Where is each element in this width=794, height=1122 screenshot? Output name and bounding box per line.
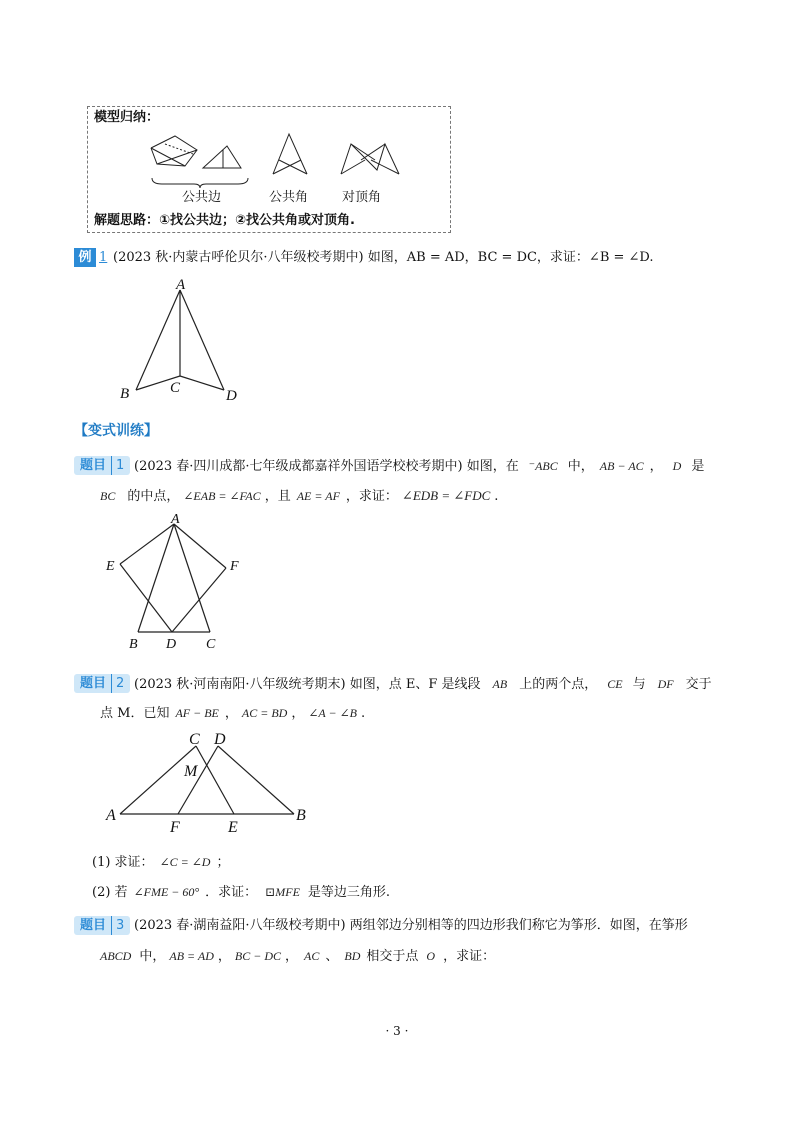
label-C: C <box>206 637 216 652</box>
label-B: B <box>120 386 130 402</box>
label-A: A <box>106 807 116 824</box>
vertical-angle-figure <box>341 144 399 174</box>
label-D: D <box>226 388 237 404</box>
brace <box>150 176 250 188</box>
caption-vertical-angle: 对顶角 <box>342 190 382 205</box>
label-E: E <box>228 819 238 836</box>
question-3-line-2: ABCD 中， AB = AD ， BC − DC ， AC 、 BD 相交于点 O ，求证： <box>100 949 496 964</box>
label-F: F <box>230 559 239 574</box>
example-1-figure <box>110 274 250 406</box>
label-D: D <box>214 731 226 748</box>
label-A: A <box>176 277 186 293</box>
model-figures <box>145 130 415 182</box>
example-1-text: (2023 秋·内蒙古呼伦贝尔·八年级校考期中) 如图，AB = AD，BC = DC，求证：∠B = ∠D. <box>113 250 654 265</box>
label-B: B <box>296 807 306 824</box>
question-2-sub-1: (1) 求证： ∠C = ∠D ； <box>92 855 230 870</box>
question-1-line-1: (2023 春·四川成都·七年级成都嘉祥外国语学校校考期中) 如图，在 ⁻ABC 中， AB − AC ， D 是 <box>134 459 705 474</box>
common-angle-figure <box>273 134 307 174</box>
question-2-line-1: (2023 秋·河南南阳·八年级统考期末) 如图，点 E、F 是线段 AB 上的两个点， CE 与 DF 交于 <box>134 677 712 692</box>
question-1-line-2: BC 的中点， ∠EAB = ∠FAC ，且 AE = AF ，求证： ∠EDB = ∠FDC . <box>100 488 499 504</box>
example-number: 1 <box>99 250 108 265</box>
question-2-tag: 题目 2 <box>74 674 130 693</box>
variant-title: 【变式训练】 <box>74 423 158 439</box>
label-E: E <box>106 559 115 574</box>
question-3-tag: 题目 3 <box>74 916 130 935</box>
label-B: B <box>129 637 138 652</box>
question-2-figure <box>100 724 320 840</box>
label-C: C <box>189 731 200 748</box>
question-2-line-2: 点 M．已知 AF − BE ， AC = BD ， ∠A − ∠B . <box>100 706 366 721</box>
label-A: A <box>171 512 180 527</box>
page-number: · 3 · <box>385 1024 409 1038</box>
question-3-line-1: (2023 春·湖南益阳·八年级校考期中) 两组邻边分别相等的四边形我们称它为筝形．如图，在筝形 <box>134 918 688 933</box>
question-1-tag: 题目 1 <box>74 456 130 475</box>
caption-common-angle: 公共角 <box>269 190 309 205</box>
common-side-figure <box>151 136 241 168</box>
model-title: 模型归纳： <box>94 110 160 125</box>
label-D: D <box>166 637 177 652</box>
caption-common-side: 公共边 <box>182 190 222 205</box>
label-M: M <box>184 763 198 780</box>
question-1-figure <box>100 510 250 652</box>
question-2-sub-2: (2) 若 ∠FME − 60° ．求证： ⊡MFE 是等边三角形. <box>92 885 391 900</box>
label-C: C <box>170 380 181 396</box>
example-tag: 例 <box>74 248 96 267</box>
solution-thinking: 解题思路：①找公共边；②找公共角或对顶角. <box>94 213 355 228</box>
label-F: F <box>170 819 180 836</box>
